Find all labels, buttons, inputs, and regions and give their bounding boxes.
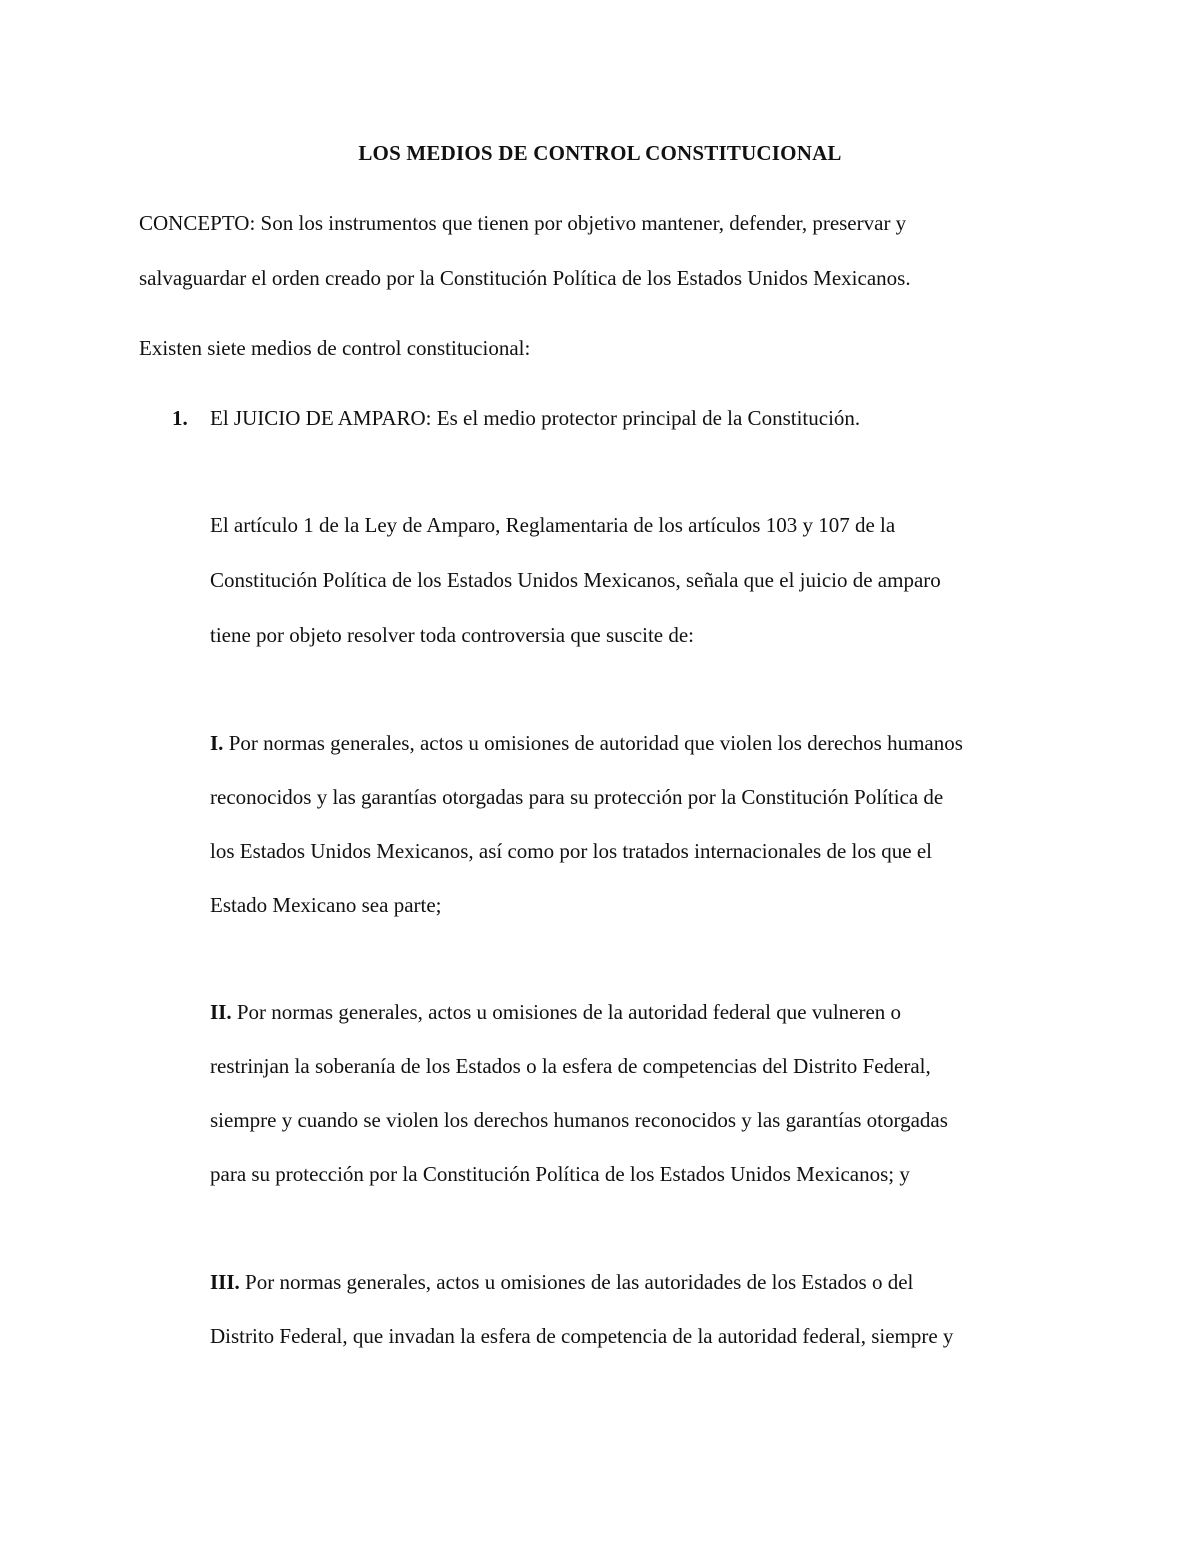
fraccion-iii-line-1 [210, 1272, 913, 1293]
fraccion-iii-line-2: Distrito Federal, que invadan la esfera de competencia de la autoridad federal, siempre y [210, 1324, 954, 1348]
item-1-heading: El JUICIO DE AMPARO: Es el medio protector principal de la Constitución. [210, 406, 861, 430]
fraccion-i-label: I. [210, 731, 224, 755]
fraccion-iii-first-text: Por normas generales, actos u omisiones de las autoridades de los Estados o del [239, 1270, 914, 1294]
article-line-2: Constitución Política de los Estados Unidos Mexicanos, señala que el juicio de amparo [210, 568, 941, 592]
concepto-line-1: CONCEPTO: Son los instrumentos que tienen por objetivo mantener, defender, preservar y [139, 211, 907, 235]
fraccion-i-line-4: Estado Mexicano sea parte; [210, 893, 442, 917]
fraccion-ii-line-1 [210, 1002, 901, 1023]
list-number-1: 1. [172, 406, 188, 430]
article-line-3: tiene por objeto resolver toda controversia que suscite de: [210, 623, 695, 647]
fraccion-ii-line-2: restrinjan la soberanía de los Estados o la esfera de competencias del Distrito Federal, [210, 1054, 931, 1078]
page-title: LOS MEDIOS DE CONTROL CONSTITUCIONAL [358, 141, 842, 165]
fraccion-i-line-1 [210, 733, 963, 754]
fraccion-i-first-text: Por normas generales, actos u omisiones de autoridad que violen los derechos humanos [223, 731, 963, 755]
intro-paragraph: Existen siete medios de control constitucional: [139, 336, 531, 360]
fraccion-ii-label: II. [210, 1000, 232, 1024]
article-line-1: El artículo 1 de la Ley de Amparo, Reglamentaria de los artículos 103 y 107 de la [210, 513, 896, 537]
fraccion-ii-line-3: siempre y cuando se violen los derechos humanos reconocidos y las garantías otorgadas [210, 1108, 948, 1132]
concepto-line-2: salvaguardar el orden creado por la Constitución Política de los Estados Unidos Mexicanos. [139, 266, 911, 290]
fraccion-i-line-2: reconocidos y las garantías otorgadas para su protección por la Constitución Política de [210, 785, 944, 809]
fraccion-i-line-3: los Estados Unidos Mexicanos, así como por los tratados internacionales de los que el [210, 839, 933, 863]
fraccion-ii-line-4: para su protección por la Constitución Política de los Estados Unidos Mexicanos; y [210, 1162, 910, 1186]
fraccion-ii-first-text: Por normas generales, actos u omisiones de la autoridad federal que vulneren o [231, 1000, 902, 1024]
fraccion-iii-label: III. [210, 1270, 240, 1294]
